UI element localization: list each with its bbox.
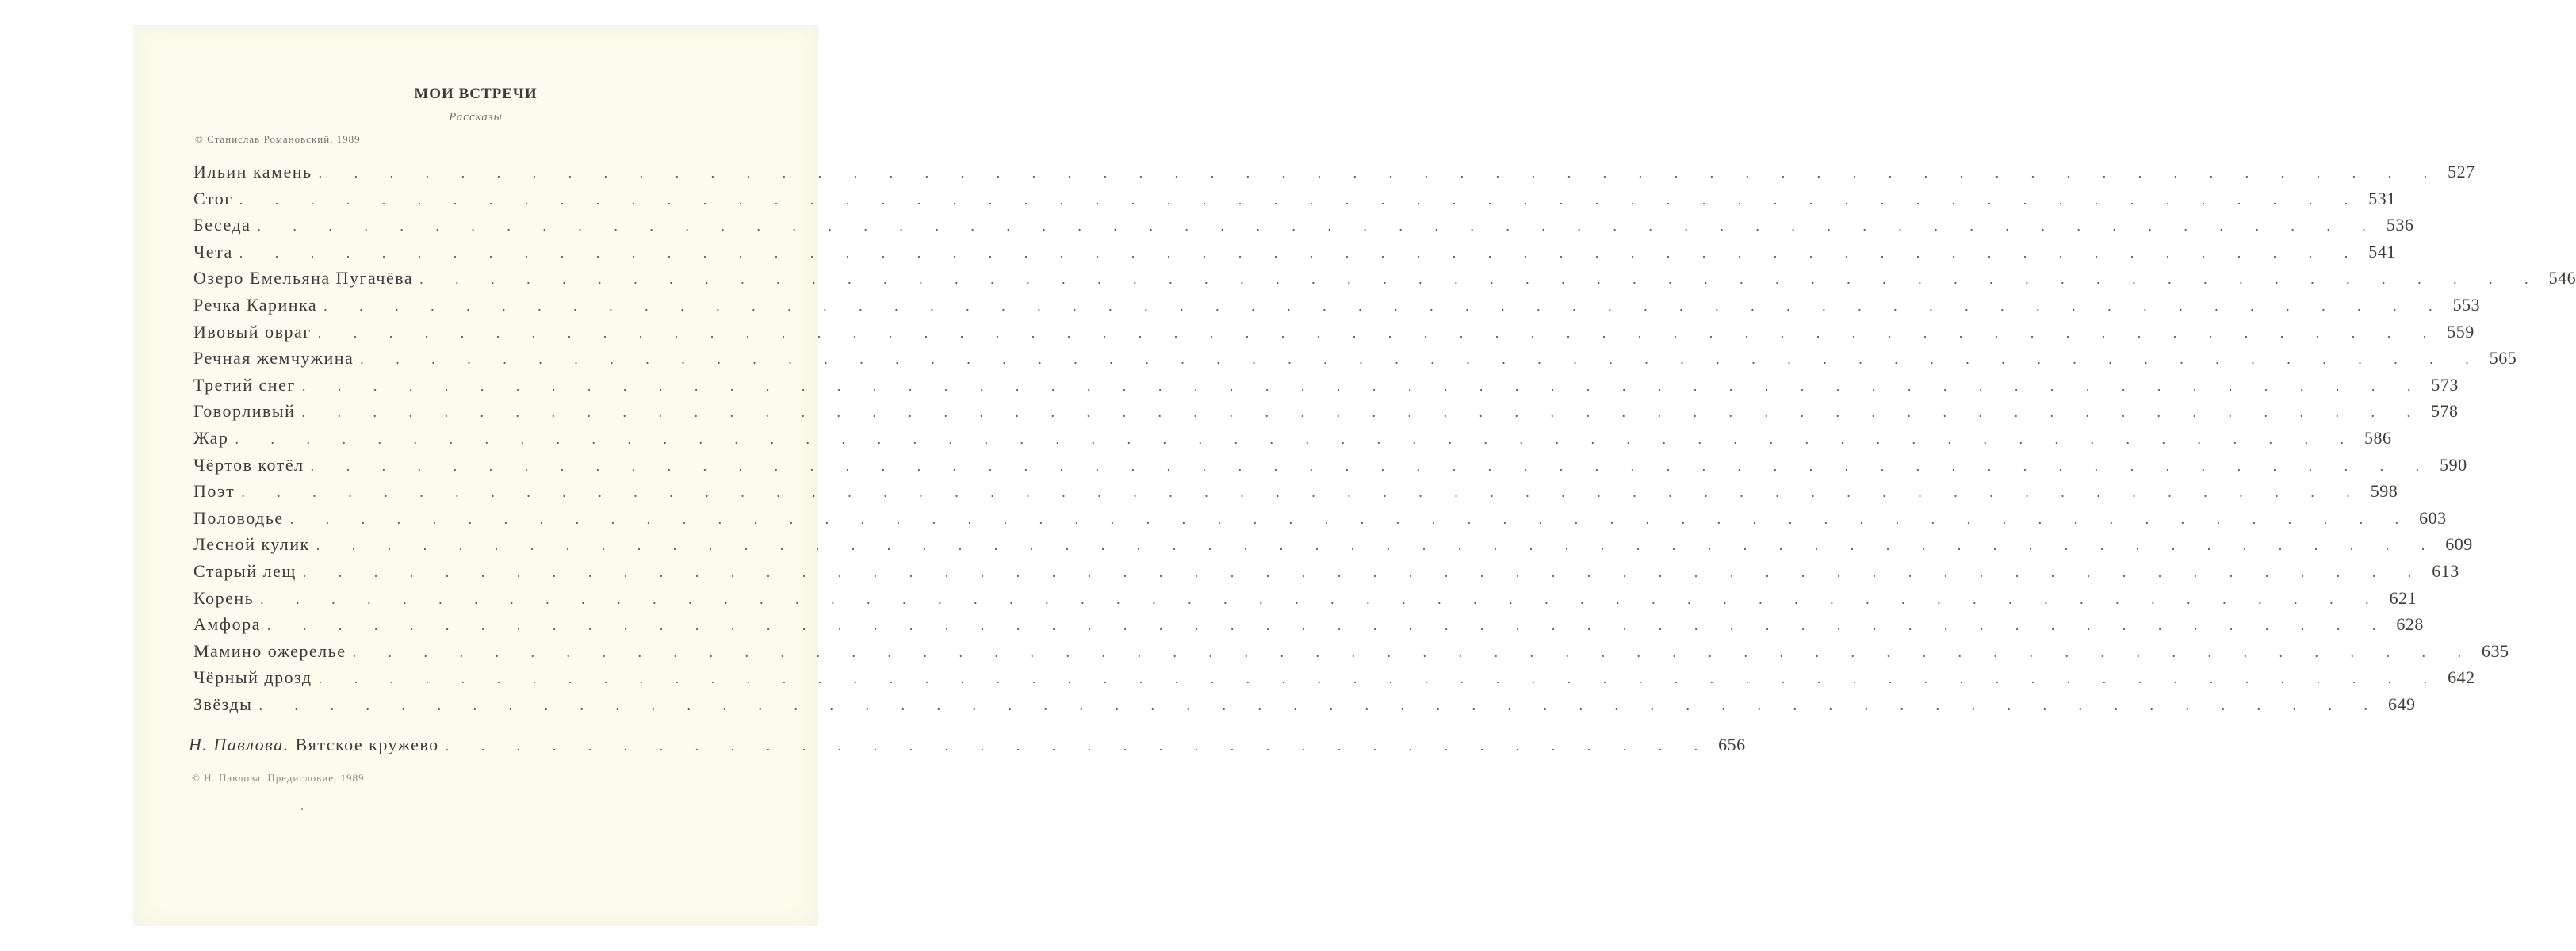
- toc-entry-title: Стог: [193, 188, 233, 208]
- leader-dots: . . . . . . . . . . . . . . . . . . . . . . . . . . . . . . . . . . . . . . . . . . . . . . . . . . . . . . . . . . . .: [419, 271, 2543, 288]
- toc-entry-title: Корень: [193, 587, 255, 608]
- toc-entry-title: Ивовый овраг: [193, 321, 312, 342]
- toc-entry-title: Речка Каринка: [193, 294, 318, 315]
- toc-entry: [193, 611, 2424, 638]
- toc-entry-title: Беседа: [193, 215, 251, 235]
- toc-entry-page-number: 531: [2368, 188, 2396, 208]
- toc-entry: [193, 319, 2475, 346]
- toc-entry-page-number: 536: [2386, 215, 2414, 235]
- toc-entry-title: Половодье: [193, 507, 284, 528]
- toc-entry: [193, 531, 2473, 558]
- toc-entry: [193, 585, 2417, 612]
- toc-entry-title: Жар: [193, 427, 229, 448]
- toc-entry-title: Чёртов котёл: [193, 454, 304, 475]
- toc-entry: [193, 292, 2481, 319]
- leader-dots: . . . . . . . . . . . . . . . . . . . . . . . . . . . . . . . . . . . . . . . . . . . . . . . . . . . . . . . . . . . .: [241, 484, 2364, 501]
- toc-entry: [193, 345, 2517, 372]
- toc-entry: [193, 638, 2509, 665]
- afterword-author: Н. Павлова.: [189, 735, 289, 754]
- leader-dots: . . . . . . . . . . . . . . . . . . . . . . . . . . . . . . . . . . . . . . . . . . . . . . . . . . . . . . . . . . . .: [317, 324, 2441, 341]
- section-subtitle: Рассказы: [449, 111, 503, 124]
- toc-entry-page-number: 609: [2445, 534, 2473, 555]
- leader-dots: . . . . . . . . . . . . . . . . . . . . . . . . . . . . . . . . . . . .: [445, 738, 1713, 754]
- book-page: [133, 25, 2576, 926]
- toc-entry-page-number: 621: [2389, 587, 2417, 608]
- toc-entry-title: Мамино ожерелье: [193, 640, 346, 661]
- toc-entry-page-number: 586: [2364, 427, 2392, 448]
- toc-entry-page-number: 573: [2431, 374, 2459, 395]
- toc-entry-page-number: 590: [2440, 454, 2467, 475]
- toc-entry-page-number: 559: [2447, 321, 2475, 342]
- toc-entry-page-number: 628: [2396, 614, 2424, 635]
- toc-entry-title: Поэт: [193, 481, 235, 502]
- toc-entry: [193, 452, 2467, 479]
- afterword-title: Вятское кружево: [295, 735, 439, 754]
- leader-dots: . . . . . . . . . . . . . . . . . . . . . . . . . . . . . . . . . . . . . . . . . . . . . . . . . . . . . . . . . . . .: [266, 617, 2390, 634]
- toc-entry-title: Озеро Емельяна Пугачёва: [193, 268, 414, 288]
- toc-entry-title: Третий снег: [193, 374, 296, 395]
- leader-dots: . . . . . . . . . . . . . . . . . . . . . . . . . . . . . . . . . . . . . . . . . . . . . . . . . . . . . . . . . . . .: [257, 218, 2380, 235]
- toc-entry-page-number: 578: [2430, 401, 2459, 422]
- leader-dots: . . . . . . . . . . . . . . . . . . . . . . . . . . . . . . . . . . . . . . . . . . . . . . . . . . . . . . . . . . . .: [360, 351, 2483, 368]
- toc-entry: [193, 478, 2398, 505]
- toc-entry-title: Чёрный дрозд: [193, 667, 312, 688]
- toc-entry-page-number: 541: [2368, 241, 2396, 262]
- afterword-copyright: © Н. Павлова. Предисловие, 1989: [192, 772, 365, 784]
- section-title: МОИ ВСТРЕЧИ: [414, 86, 538, 102]
- toc-entry-title: Амфора: [193, 614, 261, 635]
- leader-dots: . . . . . . . . . . . . . . . . . . . . . . . . . . . . . . . . . . . . . . . . . . . . . . . . . . . . . . . . . . . .: [301, 404, 2425, 421]
- leader-dots: . . . . . . . . . . . . . . . . . . . . . . . . . . . . . . . . . . . . . . . . . . . . . . . . . . . . . . . . . . . .: [310, 457, 2434, 474]
- toc-entry-title: Чета: [193, 241, 233, 262]
- leader-dots: . . . . . . . . . . . . . . . . . . . . . . . . . . . . . . . . . . . . . . . . . . . . . . . . . . . . . . . . . . . .: [318, 165, 2442, 181]
- leader-dots: . . . . . . . . . . . . . . . . . . . . . . . . . . . . . . . . . . . . . . . . . . . . . . . . . . . . . . . . . . . .: [352, 644, 2475, 660]
- toc-entry-page-number: 527: [2448, 162, 2475, 181]
- leader-dots: . . . . . . . . . . . . . . . . . . . . . . . . . . . . . . . . . . . . . . . . . . . . . . . . . . . . . . . . . . . .: [260, 590, 2383, 607]
- toc-entry: [193, 265, 2576, 292]
- toc-entry: [193, 372, 2459, 399]
- toc-entry-page-number: 642: [2448, 667, 2475, 688]
- toc-entry-title: Звёзды: [193, 693, 253, 714]
- paper-speck: [301, 808, 303, 810]
- toc-entry-page-number: 546: [2548, 268, 2576, 288]
- afterword-page-number: 656: [1718, 735, 1746, 754]
- section-copyright: © Станислав Романовский, 1989: [195, 133, 361, 145]
- afterword-entry: [189, 735, 1746, 755]
- leader-dots: . . . . . . . . . . . . . . . . . . . . . . . . . . . . . . . . . . . . . . . . . . . . . . . . . . . . . . . . . . . .: [301, 377, 2425, 394]
- toc-entry-page-number: 635: [2481, 640, 2509, 661]
- toc-entry: [193, 691, 2416, 718]
- leader-dots: . . . . . . . . . . . . . . . . . . . . . . . . . . . . . . . . . . . . . . . . . . . . . . . . . . . . . . . . . . . .: [289, 510, 2413, 527]
- toc-entry-page-number: 603: [2419, 507, 2447, 528]
- leader-dots: . . . . . . . . . . . . . . . . . . . . . . . . . . . . . . . . . . . . . . . . . . . . . . . . . . . . . . . . . . . .: [239, 191, 2363, 208]
- leader-dots: . . . . . . . . . . . . . . . . . . . . . . . . . . . . . . . . . . . . . . . . . . . . . . . . . . . . . . . . . . . .: [235, 430, 2358, 447]
- toc-entry-title: Ильин камень: [193, 162, 312, 181]
- leader-dots: . . . . . . . . . . . . . . . . . . . . . . . . . . . . . . . . . . . . . . . . . . . . . . . . . . . . . . . . . . . .: [316, 537, 2440, 554]
- leader-dots: . . . . . . . . . . . . . . . . . . . . . . . . . . . . . . . . . . . . . . . . . . . . . . . . . . . . . . . . . . . .: [323, 297, 2447, 314]
- toc-entry-title: Речная жемчужина: [193, 348, 354, 369]
- toc-entry: [193, 239, 2396, 265]
- toc-entry: [193, 398, 2459, 425]
- leader-dots: . . . . . . . . . . . . . . . . . . . . . . . . . . . . . . . . . . . . . . . . . . . . . . . . . . . . . . . . . . . .: [258, 697, 2382, 713]
- leader-dots: . . . . . . . . . . . . . . . . . . . . . . . . . . . . . . . . . . . . . . . . . . . . . . . . . . . . . . . . . . . .: [239, 244, 2363, 261]
- toc-entry-page-number: 649: [2387, 693, 2416, 714]
- toc-entry: [193, 185, 2396, 212]
- toc-entry: [193, 425, 2392, 452]
- leader-dots: . . . . . . . . . . . . . . . . . . . . . . . . . . . . . . . . . . . . . . . . . . . . . . . . . . . . . . . . . . . .: [318, 670, 2442, 687]
- table-of-contents: [193, 158, 2576, 717]
- toc-entry-title: Лесной кулик: [193, 534, 310, 555]
- toc-entry: [193, 158, 2475, 185]
- toc-entry-title: Говорливый: [193, 401, 296, 422]
- toc-entry: [193, 558, 2459, 585]
- toc-entry-page-number: 598: [2370, 481, 2398, 502]
- toc-entry: [193, 505, 2447, 532]
- toc-entry-page-number: 565: [2489, 348, 2517, 369]
- toc-entry: [193, 664, 2475, 691]
- toc-entry: [193, 212, 2414, 239]
- leader-dots: . . . . . . . . . . . . . . . . . . . . . . . . . . . . . . . . . . . . . . . . . . . . . . . . . . . . . . . . . . . .: [302, 563, 2426, 580]
- toc-entry-page-number: 613: [2432, 560, 2459, 581]
- toc-entry-page-number: 553: [2452, 294, 2481, 315]
- toc-entry-title: Старый лещ: [193, 560, 297, 581]
